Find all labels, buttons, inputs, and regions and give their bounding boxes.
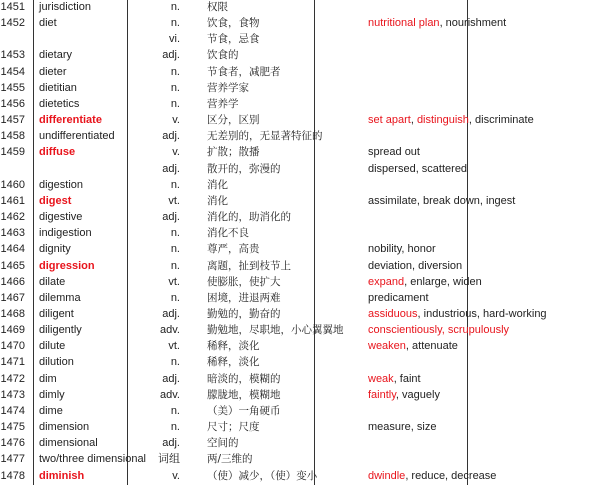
chinese-meaning: （使）减少，（使）变小 [207, 469, 318, 482]
entry-word: dimly [39, 388, 65, 401]
part-of-speech: adj. [162, 307, 180, 320]
synonym-highlighted: expand [368, 275, 405, 288]
entry-word: digression [39, 259, 95, 272]
part-of-speech: n. [170, 404, 180, 417]
chinese-meaning: 尊严，高贵 [207, 243, 260, 256]
chinese-meaning: 营养学家 [207, 81, 249, 94]
synonym-text: , attenuate [405, 340, 458, 353]
entry-word: dime [39, 404, 63, 417]
synonyms [368, 161, 467, 177]
synonyms [368, 338, 458, 354]
table-row [0, 31, 600, 47]
chinese-meaning: 节食，忌食 [207, 33, 260, 46]
synonym-highlighted: conscientiously, scrupulously [368, 324, 510, 337]
entry-word: diffuse [39, 146, 76, 159]
synonyms [368, 322, 509, 338]
table-row [0, 177, 600, 193]
part-of-speech: n. [170, 17, 180, 30]
entry-word: dieter [39, 65, 67, 78]
part-of-speech: v. [172, 469, 180, 482]
chinese-meaning: 稀释，淡化 [207, 356, 260, 369]
entry-word: diligently [39, 324, 82, 337]
entry-word: dilemma [39, 291, 81, 304]
chinese-meaning: 朦胧地，模糊地 [207, 388, 281, 401]
synonym-text: , nourishment [439, 17, 507, 30]
synonyms [368, 241, 436, 257]
table-row [0, 419, 600, 435]
part-of-speech: adj. [162, 162, 180, 175]
entry-word: digestive [39, 211, 83, 224]
entry-number: 1478 [0, 469, 25, 482]
table-row [0, 290, 600, 306]
chinese-meaning: 两/三维的 [207, 453, 253, 466]
entry-word: differentiate [39, 114, 102, 127]
entry-number: 1475 [0, 421, 25, 434]
entry-word: indigestion [39, 227, 92, 240]
part-of-speech: n. [170, 97, 180, 110]
synonyms [368, 193, 515, 209]
synonym-highlighted: weaken [368, 340, 406, 353]
table-row [0, 15, 600, 31]
synonym-text: , industrious, hard-working [417, 307, 547, 320]
table-row [0, 47, 600, 63]
part-of-speech: n. [170, 81, 180, 94]
entry-word: dilution [39, 356, 74, 369]
synonym-text: , enlarge, widen [404, 275, 482, 288]
table-row [0, 451, 600, 467]
table-row [0, 468, 600, 484]
table-row [0, 371, 600, 387]
entry-number: 1458 [0, 130, 25, 143]
chinese-meaning: 消化 [207, 178, 228, 191]
entry-word: jurisdiction [39, 1, 91, 13]
synonym-text: assimilate, break down, ingest [368, 194, 516, 207]
entry-number: 1477 [0, 453, 25, 466]
part-of-speech: v. [172, 146, 180, 159]
entry-number: 1452 [0, 17, 25, 30]
chinese-meaning: 消化不良 [207, 227, 249, 240]
table-row [0, 80, 600, 96]
part-of-speech: adj. [162, 49, 180, 62]
chinese-meaning: 区分，区别 [207, 114, 260, 127]
synonyms [368, 306, 547, 322]
synonym-text: measure, size [368, 421, 437, 434]
synonyms [368, 468, 496, 484]
entry-number: 1454 [0, 65, 25, 78]
chinese-meaning: 散开的，弥漫的 [207, 162, 281, 175]
synonyms [368, 258, 462, 274]
entry-number: 1453 [0, 49, 25, 62]
table-row [0, 128, 600, 144]
part-of-speech: vt. [168, 340, 180, 353]
part-of-speech: adj. [162, 130, 180, 143]
table-row [0, 112, 600, 128]
table-row [0, 193, 600, 209]
entry-word: undifferentiated [39, 130, 115, 143]
chinese-meaning: 困境，进退两难 [207, 291, 281, 304]
part-of-speech: n. [170, 421, 180, 434]
chinese-meaning: 扩散；散播 [207, 146, 260, 159]
entry-number: 1461 [0, 194, 25, 207]
part-of-speech: adj. [162, 211, 180, 224]
table-row [0, 241, 600, 257]
entry-word: two/three dimensional [39, 453, 147, 466]
table-row [0, 306, 600, 322]
chinese-meaning: 使膨胀，使扩大 [207, 275, 281, 288]
entry-word: dimension [39, 421, 90, 434]
synonym-text: spread out [368, 146, 420, 159]
part-of-speech: adv. [160, 388, 180, 401]
entry-number: 1467 [0, 291, 25, 304]
synonym-text: nobility, honor [368, 243, 436, 256]
synonym-text: , reduce, decrease [405, 469, 497, 482]
table-row [0, 161, 600, 177]
entry-word: dilute [39, 340, 66, 353]
entry-number: 1471 [0, 356, 25, 369]
entry-word: dim [39, 372, 57, 385]
table-row [0, 96, 600, 112]
part-of-speech: n. [170, 1, 180, 13]
synonym-highlighted: weak [368, 372, 394, 385]
entry-number: 1464 [0, 243, 25, 256]
entry-number: 1469 [0, 324, 25, 337]
part-of-speech: vt. [168, 275, 180, 288]
table-row [0, 209, 600, 225]
synonym-text: , faint [393, 372, 421, 385]
entry-word: dimensional [39, 437, 98, 450]
synonym-text: , discriminate [468, 114, 534, 127]
entry-word: dietary [39, 49, 73, 62]
entry-number: 1465 [0, 259, 25, 272]
part-of-speech: adj. [162, 437, 180, 450]
part-of-speech: adj. [162, 372, 180, 385]
part-of-speech: n. [170, 227, 180, 240]
synonym-text: deviation, diversion [368, 259, 463, 272]
synonyms [368, 144, 420, 160]
entry-word: dignity [39, 243, 71, 256]
chinese-meaning: 空间的 [207, 437, 239, 450]
synonyms [368, 387, 440, 403]
table-row [0, 403, 600, 419]
synonym-text: , vaguely [395, 388, 440, 401]
chinese-meaning: 节食者，减肥者 [207, 65, 281, 78]
synonym-highlighted: set apart [368, 114, 411, 127]
chinese-meaning: 消化 [207, 194, 228, 207]
table-row [0, 0, 600, 15]
part-of-speech: v. [172, 114, 180, 127]
table-row [0, 338, 600, 354]
synonym-highlighted: nutritional plan [368, 17, 440, 30]
chinese-meaning: 饮食的 [207, 49, 239, 62]
synonyms [368, 274, 482, 290]
table-row [0, 258, 600, 274]
part-of-speech: n. [170, 65, 180, 78]
entry-word: dilate [39, 275, 66, 288]
table-row [0, 274, 600, 290]
chinese-meaning: 尺寸；尺度 [207, 421, 260, 434]
table-row [0, 435, 600, 451]
part-of-speech: n. [170, 356, 180, 369]
part-of-speech: n. [170, 243, 180, 256]
synonyms [368, 15, 506, 31]
chinese-meaning: （美）一角硬币 [207, 404, 281, 417]
synonym-text: , [410, 114, 417, 127]
entry-number: 1466 [0, 275, 25, 288]
entry-number: 1457 [0, 114, 25, 127]
table-row [0, 322, 600, 338]
chinese-meaning: 消化的，助消化的 [207, 211, 291, 224]
synonym-text: dispersed, scattered [368, 162, 468, 175]
chinese-meaning: 暗淡的，模糊的 [207, 372, 281, 385]
chinese-meaning: 营养学 [207, 97, 239, 110]
entry-word: diminish [39, 469, 85, 482]
entry-word: diligent [39, 307, 74, 320]
chinese-meaning: 权限 [207, 1, 228, 13]
table-row [0, 387, 600, 403]
chinese-meaning: 无差别的，无显著特征的 [207, 130, 323, 143]
synonym-highlighted: assiduous [368, 307, 418, 320]
table-row [0, 64, 600, 80]
entry-number: 1468 [0, 307, 25, 320]
part-of-speech: vi. [169, 33, 180, 46]
entry-number: 1472 [0, 372, 25, 385]
part-of-speech: vt. [168, 194, 180, 207]
entry-word: digestion [39, 178, 84, 191]
entry-number: 1455 [0, 81, 25, 94]
chinese-meaning: 离题，扯到枝节上 [207, 259, 291, 272]
synonyms [368, 371, 421, 387]
chinese-meaning: 稀释，淡化 [207, 340, 260, 353]
part-of-speech: n. [170, 178, 180, 191]
part-of-speech: n. [170, 259, 180, 272]
entry-number: 1470 [0, 340, 25, 353]
table-row [0, 144, 600, 160]
entry-number: 1460 [0, 178, 25, 191]
chinese-meaning: 勤勉地，尽职地，小心翼翼地 [207, 324, 344, 337]
entry-word: dietetics [39, 97, 80, 110]
entry-number: 1456 [0, 97, 25, 110]
entry-number: 1462 [0, 211, 25, 224]
entry-word: digest [39, 194, 72, 207]
entry-number: 1476 [0, 437, 25, 450]
synonyms [368, 419, 436, 435]
table-row [0, 354, 600, 370]
synonym-highlighted: dwindle [368, 469, 406, 482]
entry-number: 1459 [0, 146, 25, 159]
chinese-meaning: 勤勉的，勤奋的 [207, 307, 281, 320]
entry-number: 1474 [0, 404, 25, 417]
entry-word: diet [39, 17, 57, 30]
chinese-meaning: 饮食，食物 [207, 17, 260, 30]
table-row [0, 225, 600, 241]
entry-number: 1473 [0, 388, 25, 401]
entry-word: dietitian [39, 81, 77, 94]
synonym-text: predicament [368, 291, 429, 304]
entry-number: 1451 [0, 1, 25, 13]
synonyms [368, 290, 429, 306]
part-of-speech: 词组 [158, 453, 180, 466]
synonym-highlighted: faintly [368, 388, 396, 401]
entry-number: 1463 [0, 227, 25, 240]
synonym-highlighted: distinguish [416, 114, 469, 127]
part-of-speech: adv. [160, 324, 180, 337]
part-of-speech: n. [170, 291, 180, 304]
synonyms [368, 112, 534, 128]
